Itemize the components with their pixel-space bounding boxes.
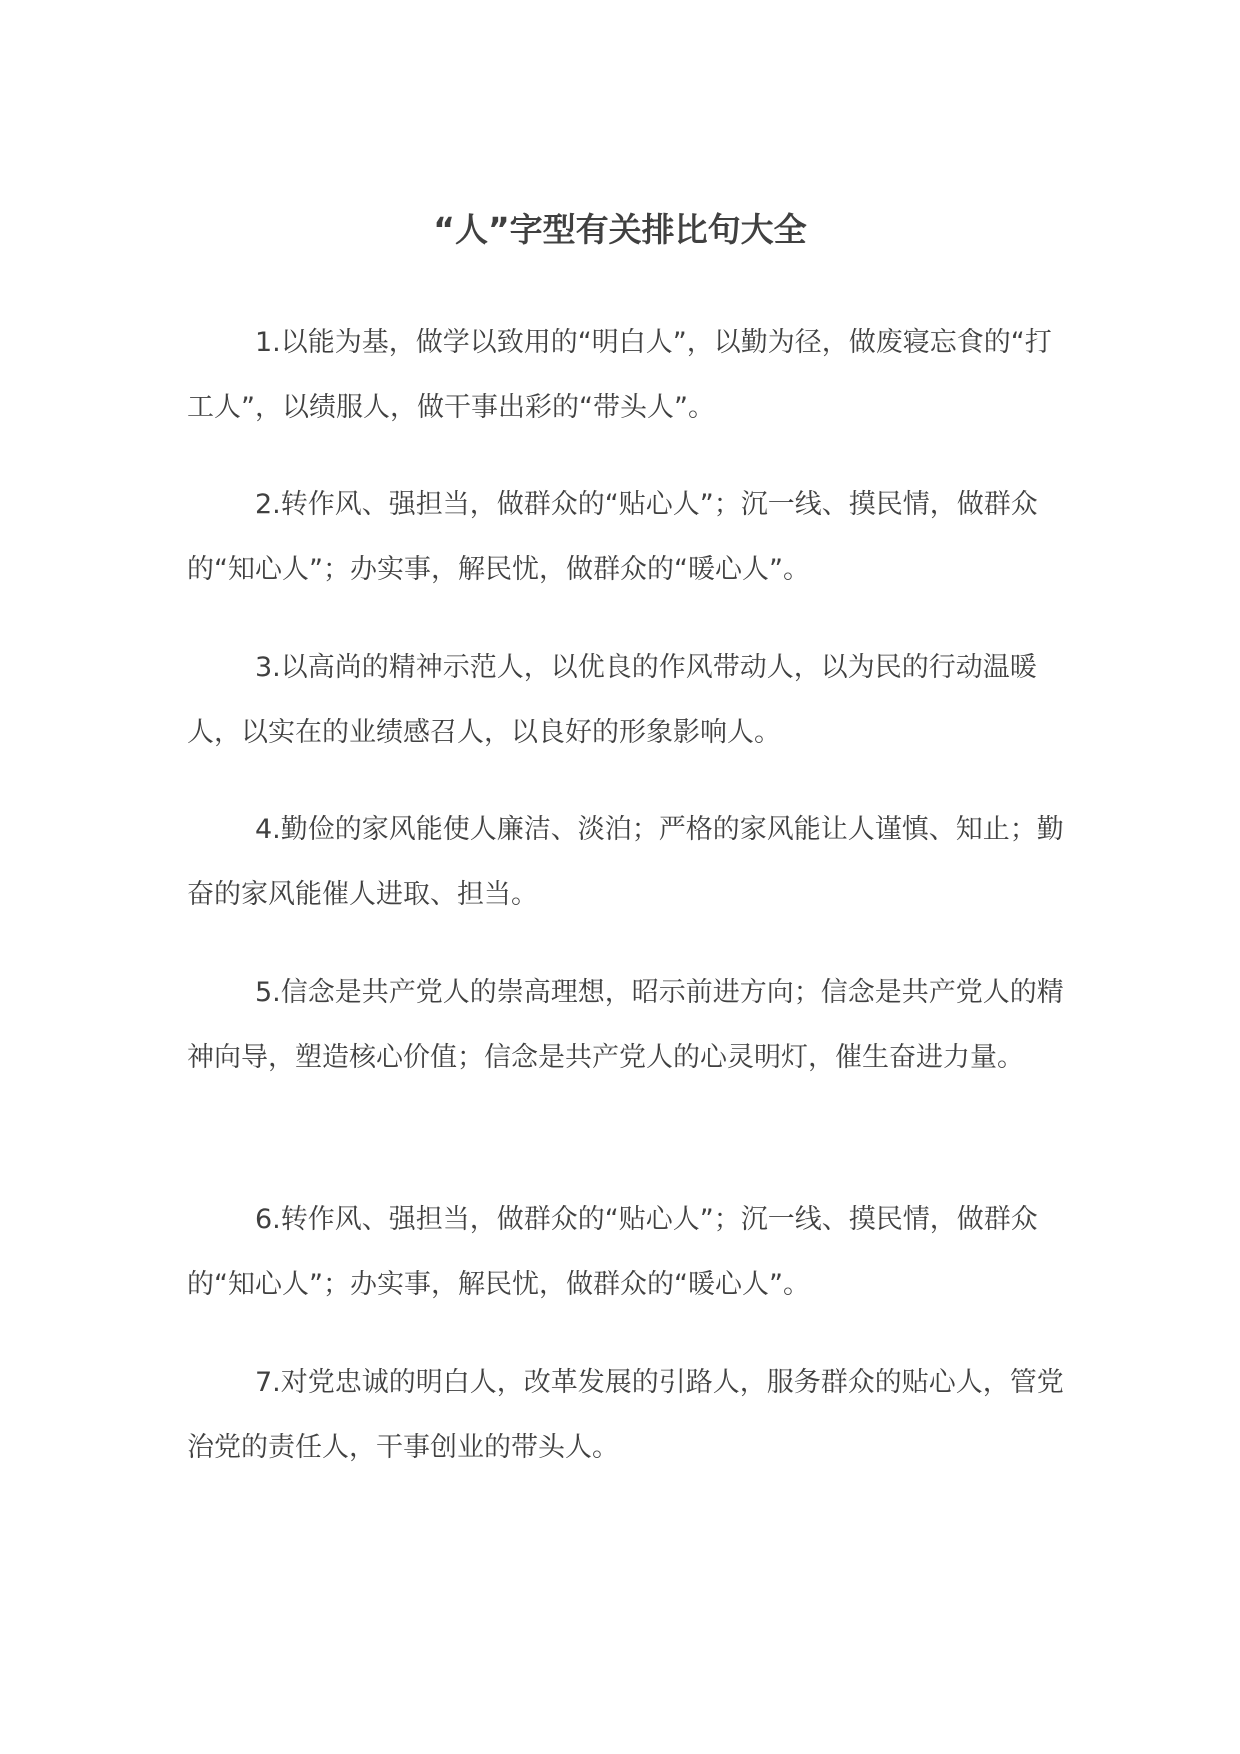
paragraph-4: 4.勤俭的家风能使人廉洁、淡泊；严格的家风能让人谨慎、知止；勤奋的家风能催人进取、担当。 bbox=[187, 814, 1064, 910]
paragraph-3: 3.以高尚的精神示范人，以优良的作风带动人，以为民的行动温暖人，以实在的业绩感召人，以良好的形象影响人。 bbox=[187, 652, 1037, 748]
paragraph-2: 2.转作风、强担当，做群众的“贴心人”；沉一线、摸民情，做群众的“知心人”；办实事，解民忧，做群众的“暖心人”。 bbox=[187, 489, 1038, 585]
paragraph-7: 7.对党忠诚的明白人，改革发展的引路人，服务群众的贴心人，管党治党的责任人，干事创业的带头人。 bbox=[187, 1367, 1064, 1463]
paragraph-5: 5.信念是共产党人的崇高理想，昭示前进方向；信念是共产党人的精神向导，塑造核心价值；信念是共产党人的心灵明灯，催生奋进力量。 bbox=[187, 977, 1064, 1073]
paragraph-1: 1.以能为基，做学以致用的“明白人”，以勤为径，做废寝忘食的“打工人”，以绩服人，做干事出彩的“带头人”。 bbox=[187, 327, 1052, 423]
document-title: “人”字型有关排比句大全 bbox=[433, 210, 807, 249]
paragraph-6: 6.转作风、强担当，做群众的“贴心人”；沉一线、摸民情，做群众的“知心人”；办实事，解民忧，做群众的“暖心人”。 bbox=[187, 1204, 1038, 1300]
